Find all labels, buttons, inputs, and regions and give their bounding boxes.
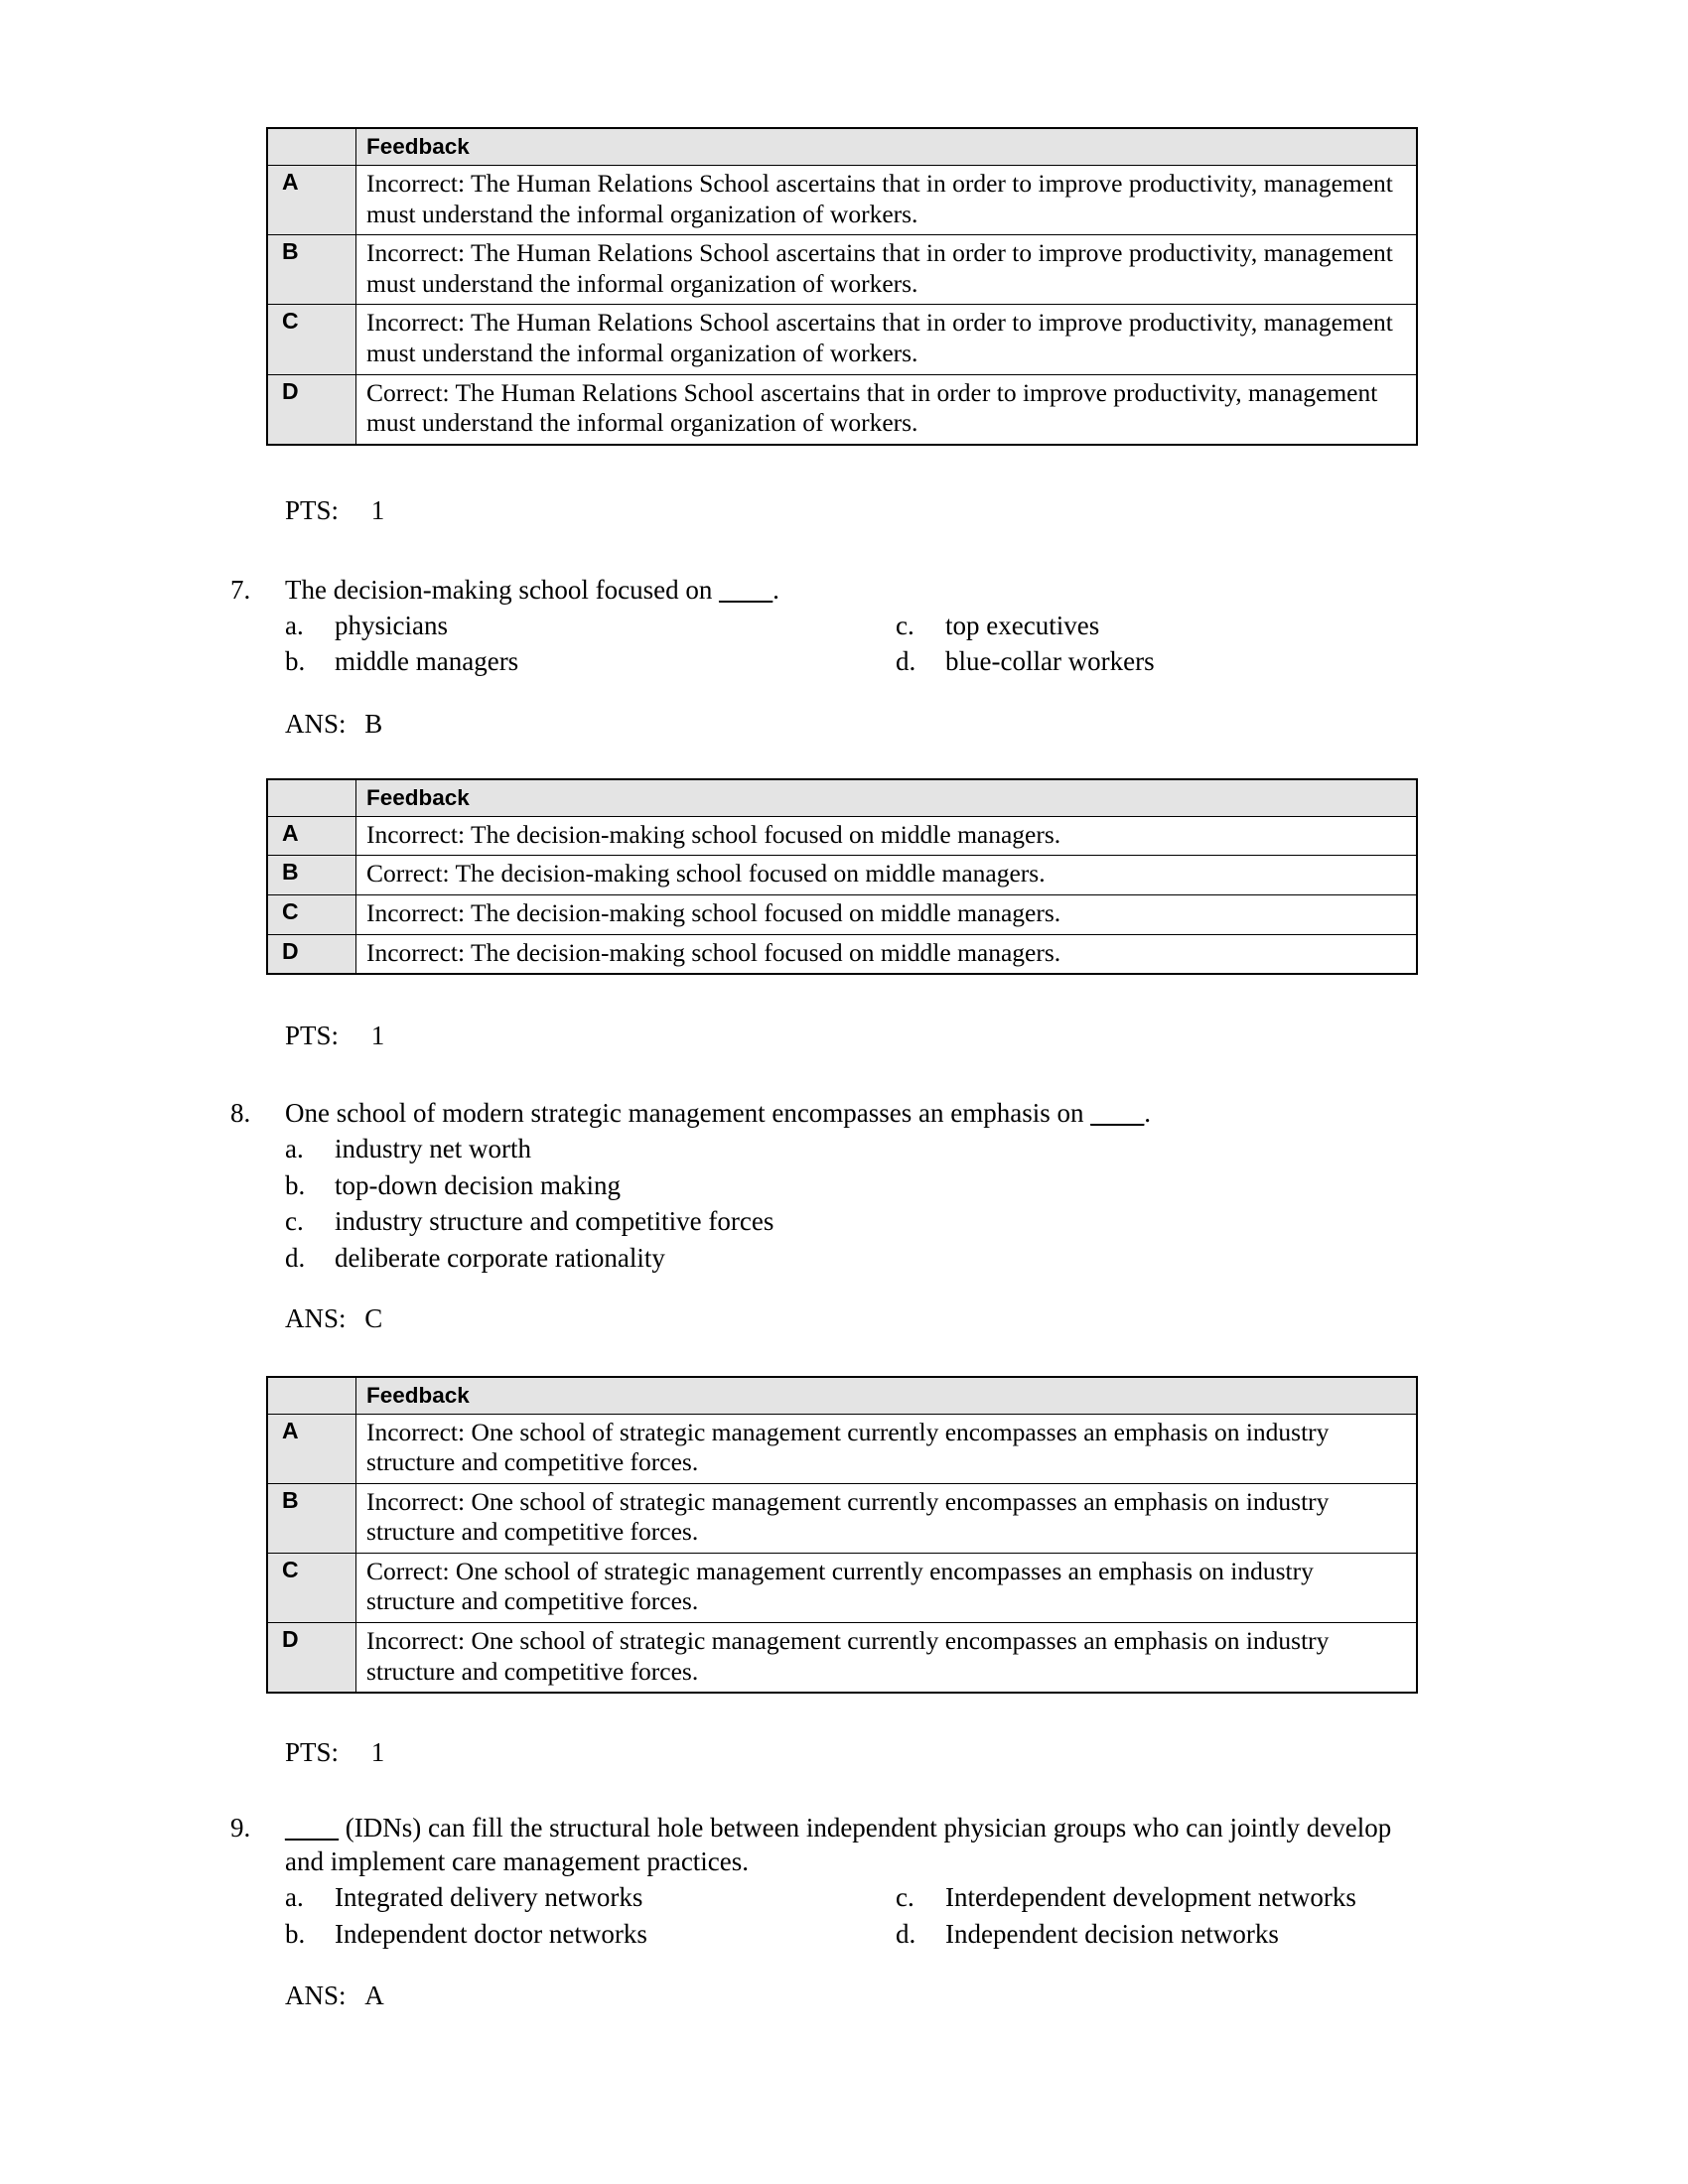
table-row [267,1483,1417,1553]
option-letter-b: b. [285,1918,306,1949]
header-feedback-cell: Feedback [356,1377,1418,1415]
options-column-left [285,608,896,680]
header-feedback-cell: Feedback [356,128,1418,166]
option-b[interactable] [285,1916,896,1953]
table-row [267,1553,1417,1622]
option-text-a: industry net worth [335,1134,531,1164]
stem-part-1: One school of modern strategic management encompasses an emphasis on [285,1098,1091,1129]
ans-line-7 [285,707,1688,741]
option-key-a: A [267,1414,356,1483]
table-row [267,816,1417,856]
options-list-8 [285,1131,1688,1276]
option-d[interactable] [896,643,1155,680]
table-header-row [267,779,1417,817]
table-row [267,1623,1417,1694]
options-column-left [285,1879,896,1952]
option-key-d: D [267,1623,356,1694]
feedback-text-c: Correct: One school of strategic management currently encompasses an emphasis on industry structure and competitive forces. [356,1553,1418,1622]
option-key-a: A [267,166,356,235]
options-list-9 [285,1879,1688,1952]
feedback-text-d: Incorrect: The decision-making school focused on middle managers. [356,934,1418,974]
option-a[interactable] [285,1131,1688,1167]
question-stem-row-7 [0,573,1688,607]
stem-line-1: (IDNs) can fill the structural hole between independent physician groups who can jointly develop [339,1813,1392,1843]
feedback-text-a: Incorrect: One school of strategic management currently encompasses an emphasis on industry structure and competitive forces. [356,1414,1418,1483]
option-key-c: C [267,1553,356,1622]
option-d[interactable] [896,1916,1356,1953]
option-key-b: B [267,856,356,895]
ans-line-8 [285,1301,1688,1335]
stem-blank: ____ [1090,1098,1145,1129]
feedback-text-b: Incorrect: One school of strategic management currently encompasses an emphasis on industry structure and competitive forces. [356,1483,1418,1553]
feedback-text-d: Correct: The Human Relations School ascertains that in order to improve productivity, management must understand the informal organization of workers. [356,374,1418,445]
feedback-text-b: Correct: The decision-making school focused on middle managers. [356,856,1418,895]
feedback-text-c: Incorrect: The Human Relations School ascertains that in order to improve productivity, management must understand the informal organization of workers. [356,305,1418,374]
header-key-cell [267,1377,356,1415]
question-stem-row-9 [0,1811,1688,1878]
ans-label: ANS: [285,1303,347,1334]
table-row [267,856,1417,895]
option-key-b: B [267,235,356,305]
stem-part-1: The decision-making school focused on [285,574,720,605]
header-key-cell [267,779,356,817]
question-number-8: 8. [230,1098,251,1129]
table-header-row [267,128,1417,166]
table-row [267,895,1417,935]
table-row [267,934,1417,974]
pts-value: 1 [370,1021,385,1051]
option-text-c: Interdependent development networks [945,1882,1356,1913]
feedback-table-q7 [266,778,1418,975]
table-header-row [267,1377,1417,1415]
option-text-d: blue-collar workers [945,646,1155,677]
table-row [267,166,1417,235]
feedback-text-c: Incorrect: The decision-making school focused on middle managers. [356,895,1418,935]
option-letter-c: c. [896,610,914,640]
options-list-7 [285,608,1688,680]
question-block-8 [0,1096,1688,1335]
ans-line-9 [285,1979,1688,2012]
option-key-a: A [267,816,356,856]
option-letter-c: c. [285,1206,304,1237]
option-letter-d: d. [896,1918,916,1949]
ans-value: A [364,1980,384,2011]
stem-part-2: . [773,574,779,605]
option-letter-d: d. [285,1242,306,1273]
option-text-d: Independent decision networks [945,1918,1279,1949]
question-text-7 [285,573,1688,607]
option-key-c: C [267,305,356,374]
option-letter-a: a. [285,1134,304,1164]
pts-value: 1 [370,494,385,525]
pts-value: 1 [370,1737,385,1768]
table-row [267,235,1417,305]
options-column-right [896,1879,1356,1952]
option-b[interactable] [285,1167,1688,1204]
option-text-a: physicians [335,610,448,640]
option-a[interactable] [285,1879,896,1916]
option-letter-c: c. [896,1882,914,1913]
feedback-table-q6 [266,127,1418,446]
feedback-text-b: Incorrect: The Human Relations School ascertains that in order to improve productivity, management must understand the informal organization of workers. [356,235,1418,305]
pts-label: PTS: [285,494,340,525]
option-key-c: C [267,895,356,935]
option-letter-a: a. [285,610,304,640]
question-block-9 [0,1811,1688,2012]
question-stem-row-8 [0,1096,1688,1130]
option-key-d: D [267,934,356,974]
pts-label: PTS: [285,1737,340,1768]
option-text-d: deliberate corporate rationality [335,1242,665,1273]
question-number-9: 9. [230,1813,251,1843]
table-row [267,374,1417,445]
option-text-a: Integrated delivery networks [335,1882,643,1913]
feedback-text-a: Incorrect: The decision-making school focused on middle managers. [356,816,1418,856]
stem-blank: ____ [719,574,774,605]
ans-label: ANS: [285,1980,347,2011]
table-row [267,305,1417,374]
option-a[interactable] [285,608,896,644]
question-number-7: 7. [230,574,251,605]
header-key-cell [267,128,356,166]
feedback-text-a: Incorrect: The Human Relations School ascertains that in order to improve productivity, management must understand the informal organization of workers. [356,166,1418,235]
stem-part-2: . [1144,1098,1152,1129]
option-text-b: middle managers [335,646,519,677]
options-column-right [896,608,1155,680]
option-d[interactable] [285,1240,1688,1277]
ans-value: C [364,1303,383,1334]
option-c[interactable] [285,1203,1688,1240]
feedback-table-q8 [266,1376,1418,1695]
option-b[interactable] [285,643,896,680]
option-c[interactable] [896,1879,1356,1916]
table-row [267,1414,1417,1483]
question-text-8 [285,1096,1688,1130]
option-text-c: top executives [945,610,1100,640]
option-key-b: B [267,1483,356,1553]
option-letter-b: b. [285,1169,306,1200]
option-text-c: industry structure and competitive forces [335,1206,774,1237]
question-text-9 [285,1811,1688,1878]
ans-value: B [364,708,383,739]
stem-line-2: and implement care management practices. [285,1846,750,1877]
stem-blank: ____ [285,1813,339,1843]
option-text-b: Independent doctor networks [335,1918,647,1949]
pts-line-7 [285,1019,1688,1052]
pts-line-8 [285,1735,1688,1769]
pts-label: PTS: [285,1021,340,1051]
option-text-b: top-down decision making [335,1169,621,1200]
question-block-7 [0,573,1688,741]
option-key-d: D [267,374,356,445]
header-feedback-cell: Feedback [356,779,1418,817]
option-letter-a: a. [285,1882,304,1913]
feedback-text-d: Incorrect: One school of strategic management currently encompasses an emphasis on industry structure and competitive forces. [356,1623,1418,1694]
option-c[interactable] [896,608,1155,644]
ans-label: ANS: [285,708,347,739]
option-letter-b: b. [285,646,306,677]
pts-line-q6 [285,493,1688,527]
option-letter-d: d. [896,646,916,677]
